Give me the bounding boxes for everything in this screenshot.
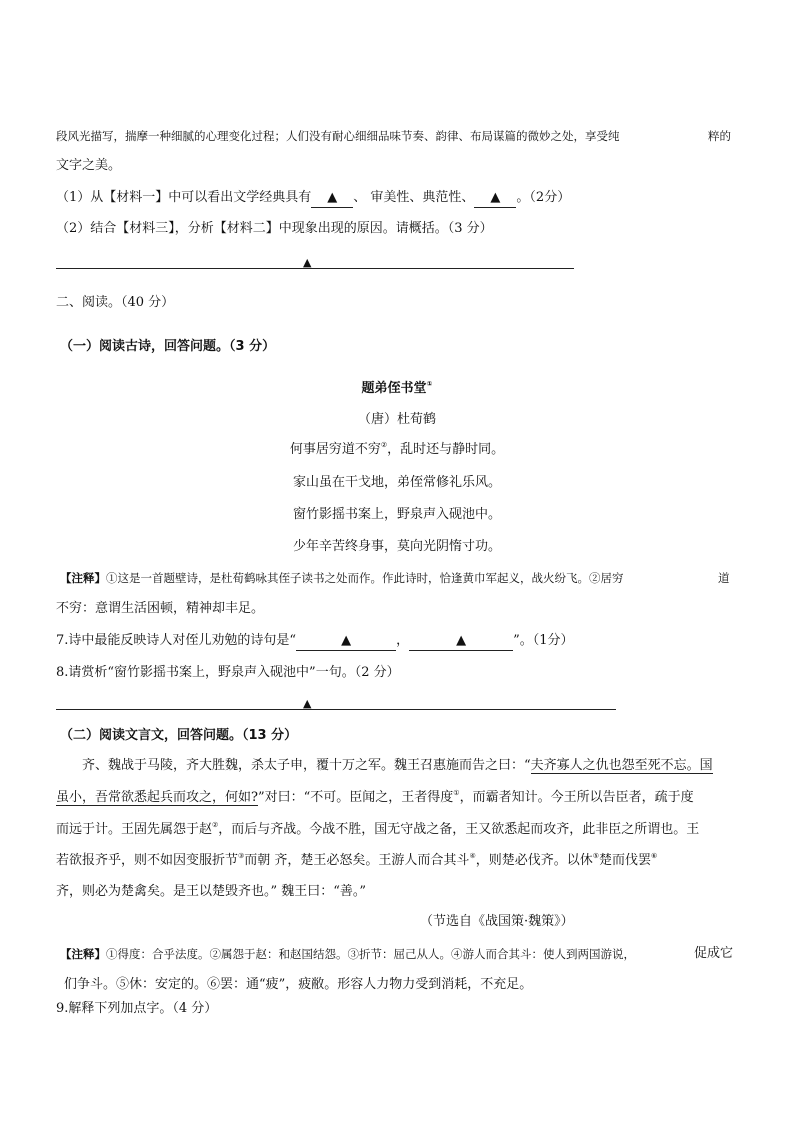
material-text: 段风光描写，揣摩一种细腻的心理变化过程；人们没有耐心细细品味节奏、韵律、布局谋篇的微妙之处，享受纯 bbox=[56, 129, 620, 143]
poem-title-text: 题弟侄书堂 bbox=[361, 381, 427, 396]
answer-line[interactable] bbox=[56, 268, 574, 269]
prose-text: ，而霸者知计。今王所以告臣者，疏于度 bbox=[459, 790, 694, 805]
answer-line[interactable] bbox=[56, 709, 616, 710]
footnote-marker: ④ bbox=[469, 852, 476, 860]
triangle-icon: ▲ bbox=[327, 190, 338, 205]
prose-text: 而远于计。王固先属怨于赵 bbox=[56, 822, 213, 837]
question-8: 8.请赏析“窗竹影摇书案上，野泉声入砚池中”一句。（2 分） bbox=[56, 665, 400, 680]
poem-line bbox=[0, 441, 794, 459]
poem-author: （唐）杜荀鹤 bbox=[357, 412, 436, 427]
material-line-1 bbox=[56, 127, 620, 145]
footnote-marker: ② bbox=[212, 821, 219, 829]
question-1-text: （1）从【材料一】中可以看出文学经典具有 bbox=[56, 190, 312, 205]
poem-line: 少年辛苦终身事，莫向光阴惰寸功。 bbox=[292, 539, 501, 554]
triangle-icon: ▲ bbox=[490, 190, 501, 205]
prose-text: ，则楚必伐齐。以休 bbox=[475, 853, 593, 868]
answer-blank[interactable] bbox=[409, 632, 513, 651]
prose-line bbox=[56, 789, 694, 807]
triangle-icon: ▲ bbox=[341, 633, 352, 648]
answer-blank[interactable] bbox=[296, 632, 396, 651]
prose-note-line-2: 们争斗。⑤休：安定的。⑥罢：通“疲”，疲敝。形容人力物力受到消耗，不充足。 bbox=[64, 977, 533, 992]
question-7-score: ”。（1分） bbox=[513, 633, 574, 648]
prose-line bbox=[56, 852, 657, 870]
answer-blank[interactable] bbox=[311, 189, 353, 208]
prose-text: 而朝 齐，楚王必怒矣。王游人而合其斗 bbox=[244, 853, 470, 868]
triangle-icon: ▲ bbox=[456, 633, 467, 648]
prose-text: 若欲报齐乎，则不如因变服折节 bbox=[56, 853, 239, 868]
footnote-marker: ③ bbox=[238, 852, 245, 860]
prose-line bbox=[82, 757, 713, 775]
prose-note bbox=[60, 945, 635, 963]
poem-line: 家山虽在干戈地，弟侄常修礼乐风。 bbox=[292, 475, 501, 490]
poem-title bbox=[0, 380, 794, 398]
prose-line bbox=[56, 821, 699, 839]
question-1 bbox=[56, 189, 570, 208]
poem-line-text: ，乱时还与静时同。 bbox=[387, 442, 505, 457]
prose-text: ”对曰：“不可。臣闻之，王者得度 bbox=[257, 790, 454, 805]
triangle-icon: ▲ bbox=[303, 697, 312, 710]
footnote-marker: ⑤ bbox=[592, 852, 600, 860]
section-heading: 二、阅读。（40 分） bbox=[56, 295, 175, 310]
poem-note-end: 道 bbox=[718, 571, 730, 585]
question-9: 9.解释下列加点字。（4 分） bbox=[56, 1001, 218, 1016]
question-2: （2）结合【材料三】，分析【材料二】中现象出现的原因。请概括。（3 分） bbox=[56, 221, 493, 236]
footnote-marker: ① bbox=[426, 380, 433, 388]
question-1-text-mid: 、 审美性、典范性、 bbox=[353, 190, 475, 205]
question-7-comma: ， bbox=[396, 633, 410, 648]
part-1-heading: （一）阅读古诗，回答问题。（3 分） bbox=[60, 339, 276, 354]
footnote-marker: ① bbox=[453, 789, 460, 797]
prose-text: 齐、魏战于马陵，齐大胜魏，杀太子申，覆十万之军。魏王召惠施而告之曰：“ bbox=[82, 758, 531, 773]
prose-text: 楚而伐罢 bbox=[599, 853, 652, 868]
poem-line: 窗竹影摇书案上，野泉声入砚池中。 bbox=[292, 507, 501, 522]
footnote-marker: ② bbox=[380, 441, 388, 449]
note-text: ①得度：合乎法度。②属怨于赵：和赵国结怨。③折节：屈己从人。④游人而合其斗：使人到两国游说， bbox=[106, 947, 635, 961]
underlined-sentence: 夫齐寡人之仇也怨至死不忘。国 bbox=[530, 758, 713, 773]
triangle-icon: ▲ bbox=[303, 256, 312, 269]
material-line-2: 文字之美。 bbox=[56, 158, 122, 173]
note-text: ①这是一首题壁诗，是杜荀鹤咏其侄子读书之处而作。作此诗时，恰逢黄巾军起义，战火纷飞。②居穷 bbox=[106, 571, 624, 585]
underlined-sentence: 虽小，吾常欲悉起兵而攻之，何如? bbox=[56, 790, 258, 805]
source-citation: （节选自《战国策·魏策》） bbox=[420, 914, 574, 929]
footnote-marker: ⑥ bbox=[651, 852, 658, 860]
note-label: 【注释】 bbox=[60, 571, 106, 585]
poem-line-text: 何事居穷道不穷 bbox=[289, 442, 381, 457]
prose-line: 齐，则必为楚禽矣。是王以楚毁齐也。” 魏王曰：“善。” bbox=[56, 884, 367, 899]
question-7 bbox=[56, 632, 574, 651]
question-1-score: 。（2分） bbox=[516, 190, 571, 205]
answer-blank[interactable] bbox=[474, 189, 516, 208]
prose-note-end: 促成它 bbox=[694, 946, 734, 961]
material-line-1-end: 粹的 bbox=[708, 129, 731, 143]
poem-note-line-2: 不穷：意谓生活困顿，精神却丰足。 bbox=[56, 601, 265, 616]
poem-note bbox=[60, 569, 624, 587]
prose-text: ，而后与齐战。今战不胜，国无守战之备，王又欲悉起而攻齐，此非臣之所谓也。王 bbox=[218, 822, 700, 837]
question-7-text: 7.诗中最能反映诗人对侄儿劝勉的诗句是“ bbox=[56, 633, 297, 648]
part-2-heading: （二）阅读文言文，回答问题。（13 分） bbox=[60, 728, 298, 743]
note-label: 【注释】 bbox=[60, 947, 106, 961]
